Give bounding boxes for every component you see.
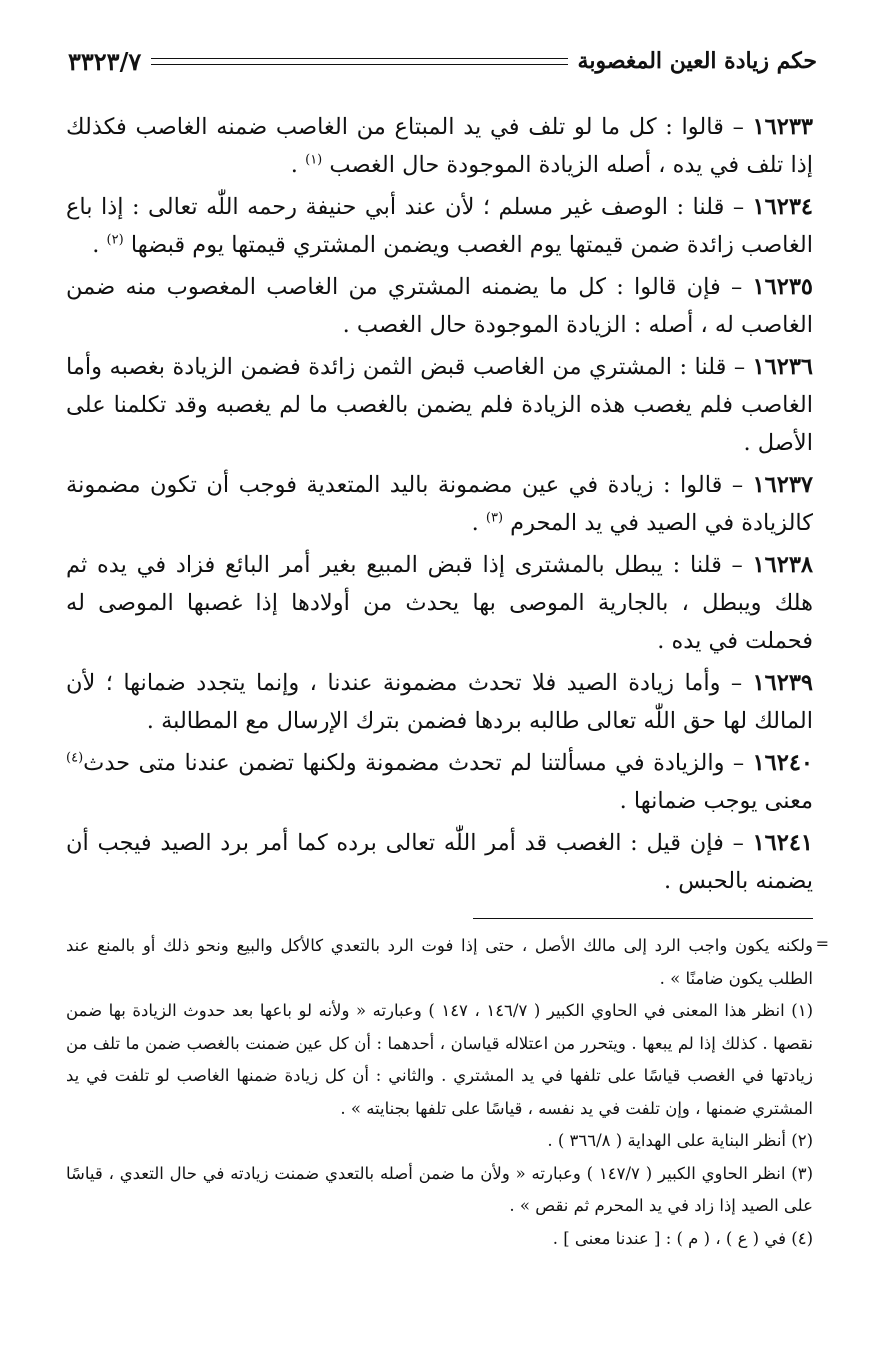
- paragraph-tail: .: [290, 152, 306, 178]
- footnote-ref[interactable]: (١): [305, 152, 323, 168]
- paragraph-number: ١٦٢٣٥: [752, 274, 813, 300]
- page-number: ٣٣٢٣/٧: [68, 46, 142, 76]
- paragraph: [66, 268, 813, 344]
- paragraph-text: – فإن قالوا : كل ما يضمنه المشتري من الغاصب المغصوب منه ضمن الغاصب له ، أصله : الزيادة الموجودة حال الغصب .: [66, 274, 813, 338]
- paragraph-number: ١٦٢٤٠: [752, 750, 813, 776]
- paragraph-number: ١٦٢٣٧: [752, 472, 813, 498]
- paragraph-number: ١٦٢٣٤: [752, 194, 813, 220]
- footnote-separator: [473, 918, 813, 919]
- footnotes: [66, 930, 813, 1255]
- footnote-ref[interactable]: (٤): [66, 750, 84, 766]
- footnote-item: ولكنه يكون واجب الرد إلى مالك الأصل ، حتى إذا فوت الرد بالتعدي كالأكل والبيع ونحو ذلك أو بالمنع عند الطلب يكون ضامنًا » .: [66, 936, 813, 988]
- paragraph-text: – قالوا : زيادة في عين مضمونة باليد المتعدية فوجب أن تكون مضمونة كالزيادة في الصيد في يد المحرم: [66, 472, 813, 536]
- paragraph-number: ١٦٢٤١: [752, 830, 813, 856]
- paragraph-text: – فإن قيل : الغصب قد أمر اللّٰه تعالى برده كما أمر برد الصيد فيجب أن يضمنه بالحبس .: [66, 830, 813, 894]
- footnote-ref[interactable]: (٢): [106, 232, 124, 248]
- paragraph-number: ١٦٢٣٩: [752, 670, 813, 696]
- paragraph-number: ١٦٢٣٦: [752, 354, 813, 380]
- paragraph: [66, 348, 813, 462]
- paragraph-tail: معنى يوجب ضمانها .: [619, 788, 813, 814]
- running-title: حكم زيادة العين المغصوبة: [577, 48, 817, 74]
- paragraph-tail: .: [92, 232, 107, 258]
- footnote-continuation-mark: =: [815, 934, 829, 953]
- paragraph: [66, 108, 813, 184]
- paragraph: [66, 188, 813, 264]
- footnote-item: (٢) أنظر البناية على الهداية ( ٣٦٦/٨ ) .: [547, 1131, 813, 1150]
- footnote-item: (٣) انظر الحاوي الكبير ( ١٤٧/٧ ) وعبارته « ولأن ما ضمن أصله بالتعدي ضمنت زيادته في حال التعدي ، قياسًا على الصيد إذا زاد في يد المحرم ثم نقص » .: [66, 1163, 814, 1215]
- header-rule: [151, 58, 567, 65]
- paragraph-text: – قلنا : الوصف غير مسلم ؛ لأن عند أبي حنيفة رحمه اللّٰه تعالى : إذا باع الغاصب زائدة ضمن قيمتها يوم الغصب ويضمن المشتري قيمتها يوم قبضها: [66, 194, 813, 258]
- paragraph: [66, 664, 813, 740]
- paragraph-text: – قالوا : كل ما لو تلف في يد المبتاع من الغاصب ضمنه الغاصب فكذلك إذا تلف في يده ، أصله الزيادة الموجودة حال الغصب: [66, 114, 813, 178]
- paragraph-text: – قلنا : المشتري من الغاصب قبض الثمن زائدة فضمن الزيادة بغصبه وأما الغاصب فلم يغصب هذه الزيادة فلم يضمن بالغصب ما لم يغصبه وقد تكلمنا على الأصل .: [66, 354, 813, 456]
- page-header: [68, 44, 817, 78]
- paragraph-tail: .: [471, 510, 486, 536]
- paragraph: [66, 824, 813, 900]
- paragraph-number: ١٦٢٣٨: [752, 552, 813, 578]
- paragraph-text: – قلنا : يبطل بالمشترى إذا قبض المبيع بغير أمر البائع فزاد في يده ثم هلك ويبطل ، بالجارية الموصى بها يحدث من أولادها إذا غصبها الموصى له فحملت في يده .: [66, 552, 813, 654]
- footnote-ref[interactable]: (٣): [485, 510, 504, 526]
- paragraph-number: ١٦٢٣٣: [752, 114, 813, 140]
- main-text: [66, 108, 813, 904]
- footnote-item: (١) انظر هذا المعنى في الحاوي الكبير ( ١٤٦/٧ ، ١٤٧ ) وعبارته « ولأنه لو باعها بعد حدوث الزيادة بها ضمن نقصها . كذلك إذا لم يبعها . ويتحرر من اعتلاله قياسان ، أحدهما : أن كل عين ضمنت بالغصب ضمن ما تلف من زيادتها في الغصب قياسًا على تلفها في يد المشتري . والثاني : أن كل زيادة ضمنها الغاصب لو تلفت في يد المشتري ضمنها ، وإن تلفت في يد نفسه ، قياسًا على تلفها بجنايته » .: [66, 1001, 813, 1118]
- footnote-item: (٤) في ( ع ) ، ( م ) : [ عندنا معنى ] .: [552, 1228, 813, 1248]
- paragraph: [66, 466, 813, 542]
- paragraph: [66, 546, 813, 660]
- paragraph-text: – وأما زيادة الصيد فلا تحدث مضمونة عندنا ، وإنما يتجدد ضمانها ؛ لأن المالك لها حق اللّٰه تعالى طالبه بردها فضمن بترك الإرسال مع المطالبة .: [66, 670, 813, 734]
- paragraph-text: – والزيادة في مسألتنا لم تحدث مضمونة ولكنها تضمن عندنا متى حدث: [83, 750, 753, 776]
- paragraph: [66, 744, 813, 820]
